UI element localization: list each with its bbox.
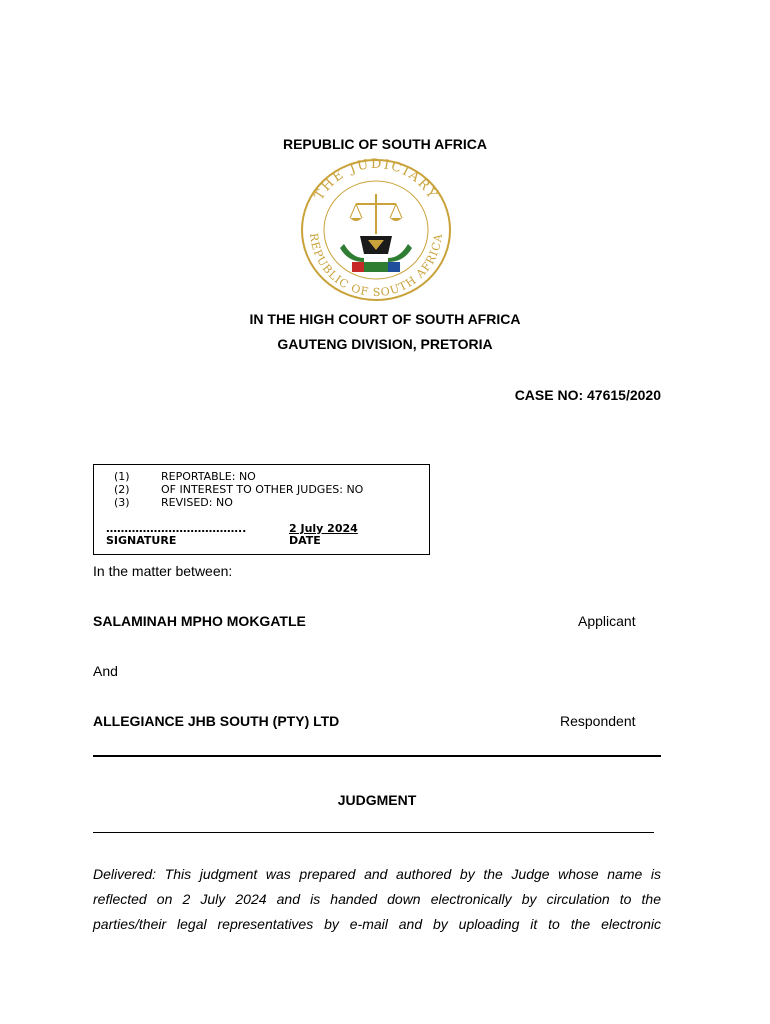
delivery-line: reflected on 2 July 2024 and is handed down electronically by circulation to the bbox=[93, 891, 661, 907]
respondent-role: Respondent bbox=[560, 713, 636, 729]
matter-intro: In the matter between: bbox=[93, 563, 233, 579]
svg-text:REPUBLIC OF SOUTH AFRICA: REPUBLIC OF SOUTH AFRICA bbox=[306, 232, 446, 300]
case-number: CASE NO: 47615/2020 bbox=[514, 387, 661, 403]
country-heading: REPUBLIC OF SOUTH AFRICA bbox=[282, 136, 488, 152]
status-item: (2) OF INTEREST TO OTHER JUDGES: NO bbox=[114, 483, 364, 496]
divider-thick bbox=[93, 755, 661, 757]
signature-label: SIGNATURE bbox=[106, 534, 177, 547]
date-label: DATE bbox=[289, 534, 321, 547]
status-item: (3) REVISED: NO bbox=[114, 496, 233, 509]
delivery-line: Delivered: This judgment was prepared and authored by the Judge whose name is bbox=[93, 866, 661, 882]
judiciary-seal-icon bbox=[300, 158, 452, 302]
court-division: GAUTENG DIVISION, PRETORIA bbox=[277, 336, 493, 352]
signature-dots: ……………………………….. bbox=[106, 522, 247, 535]
applicant-role: Applicant bbox=[578, 613, 636, 629]
respondent-name: ALLEGIANCE JHB SOUTH (PTY) LTD bbox=[93, 713, 340, 729]
delivery-paragraph bbox=[93, 862, 661, 937]
delivery-line: parties/their legal representatives by e-mail and by uploading it to the electronic bbox=[93, 916, 661, 932]
court-name: IN THE HIGH COURT OF SOUTH AFRICA bbox=[249, 311, 521, 327]
status-box bbox=[93, 464, 430, 555]
status-item: (1) REPORTABLE: NO bbox=[114, 470, 256, 483]
judgment-title: JUDGMENT bbox=[337, 792, 417, 808]
svg-text:THE JUDICIARY: THE JUDICIARY bbox=[311, 158, 441, 203]
divider-thin bbox=[93, 832, 654, 833]
applicant-name: SALAMINAH MPHO MOKGATLE bbox=[93, 613, 306, 629]
party-connector: And bbox=[93, 663, 118, 679]
date-value: 2 July 2024 bbox=[289, 522, 358, 535]
